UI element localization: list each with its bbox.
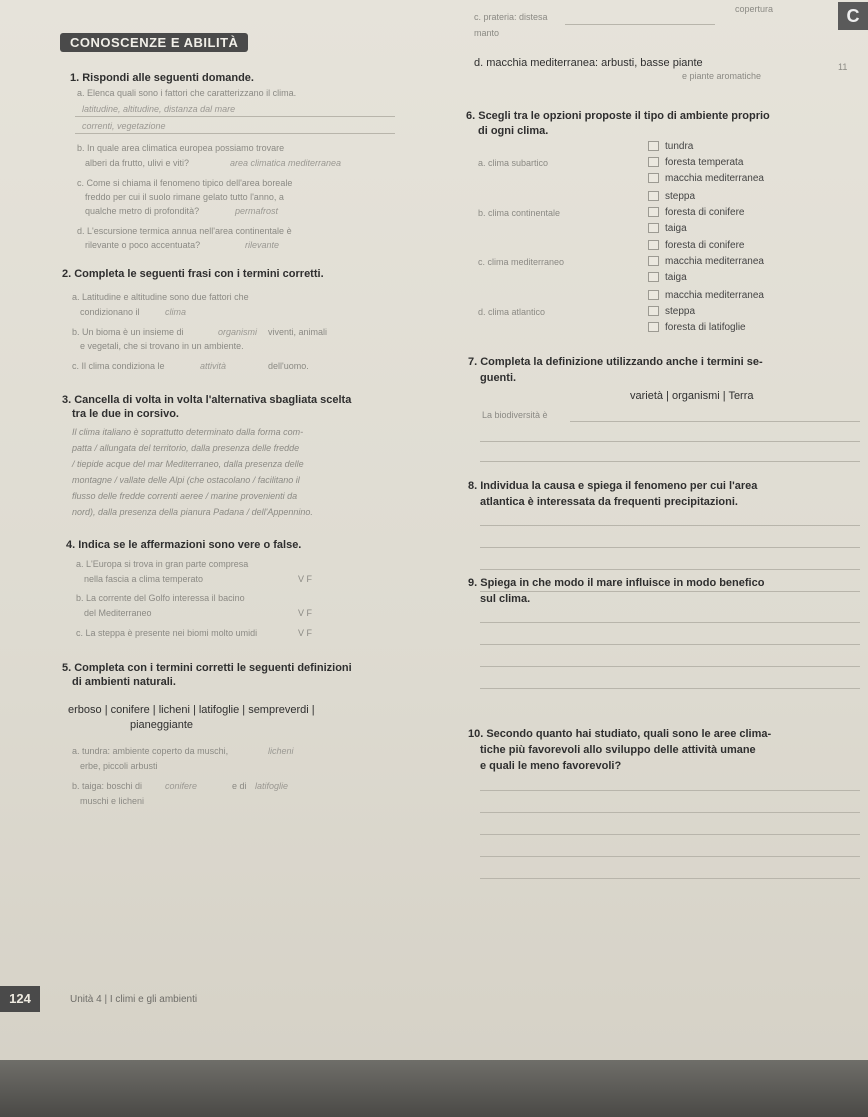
checkbox[interactable] [648, 191, 659, 201]
page-number: 124 [0, 986, 40, 1012]
q6-option[interactable]: taiga [648, 272, 687, 283]
answer-line [480, 547, 860, 548]
q1-b: b. In quale area climatica europea possiamo trovare [77, 143, 285, 153]
q6-option[interactable]: macchia mediterranea [648, 256, 764, 267]
q6-climate-label: d. clima atlantico [478, 307, 546, 317]
q2-a: a. Latitudine e altitudine sono due fattori che [72, 292, 249, 302]
q1-title: 1. Rispondi alle seguenti domande. [70, 72, 254, 84]
checkbox[interactable] [648, 322, 659, 332]
answer-line [480, 834, 860, 835]
answer-line [480, 856, 860, 857]
answer-line [480, 461, 860, 462]
answer-line [480, 591, 860, 592]
q2-title: 2. Completa le seguenti frasi con i termini corretti. [62, 268, 324, 280]
answer-line [480, 441, 860, 442]
q5-a: a. tundra: ambiente coperto da muschi, [72, 746, 229, 756]
checkbox[interactable] [648, 290, 659, 300]
q1-d: d. L'escursione termica annua nell'area continentale è [77, 226, 292, 236]
q7-start: La biodiversità è [482, 410, 548, 420]
q2-b-answer: organismi [218, 327, 258, 337]
q6-option[interactable]: steppa [648, 191, 695, 202]
answer-line [480, 525, 860, 526]
q6-climate-label: a. clima subartico [478, 158, 549, 168]
q6-option[interactable]: foresta di conifere [648, 240, 745, 251]
q1-b2: alberi da frutto, ulivi e viti? [85, 158, 190, 168]
q5-b-mid: e di [232, 781, 247, 791]
q5-a-answer: licheni [268, 746, 294, 756]
q3-title2: tra le due in corsivo. [72, 408, 179, 420]
q5-b2: muschi e licheni [80, 796, 145, 806]
q1-a: a. Elenca quali sono i fattori che caratterizzano il clima. [77, 88, 297, 98]
q3-title: 3. Cancella di volta in volta l'alternativa sbagliata scelta [62, 394, 352, 406]
q2-c2: dell'uomo. [268, 361, 309, 371]
q4-b2: del Mediterraneo [84, 608, 152, 618]
q2-a2: condizionano il [80, 307, 140, 317]
q6-option[interactable]: macchia mediterranea [648, 290, 764, 301]
q6-option[interactable]: foresta di latifoglie [648, 322, 746, 333]
checkbox[interactable] [648, 223, 659, 233]
q4-c-vf[interactable]: V F [298, 628, 313, 638]
q4-a-vf[interactable]: V F [298, 574, 313, 584]
q1-c2: freddo per cui il suolo rimane gelato tutto l'anno, a [85, 192, 284, 202]
q5-words2: pianeggiante [130, 719, 194, 731]
q5-a2: erbe, piccoli arbusti [80, 761, 158, 771]
right-c-end: manto [474, 28, 500, 38]
q6-option[interactable]: steppa [648, 306, 695, 317]
right-c: c. prateria: distesa [474, 12, 548, 22]
q7-title2: guenti. [480, 372, 517, 384]
background-surface [0, 1060, 868, 1117]
q2-c: c. Il clima condiziona le [72, 361, 165, 371]
q1-d2: rilevante o poco accentuata? [85, 240, 201, 250]
q1-c: c. Come si chiama il fenomeno tipico dell'area boreale [77, 178, 293, 188]
q4-b: b. La corrente del Golfo interessa il bacino [76, 593, 245, 603]
q6-option[interactable]: foresta di conifere [648, 207, 745, 218]
q9-title: 9. Spiega in che modo il mare influisce in modo benefico [468, 577, 765, 589]
q5-b-answer2: latifoglie [255, 781, 289, 791]
answer-line [565, 24, 715, 25]
checkbox[interactable] [648, 173, 659, 183]
right-d: d. macchia mediterranea: arbusti, basse piante [474, 57, 703, 69]
right-d2: e piante aromatiche [682, 71, 762, 81]
q2-c-answer: attività [200, 361, 227, 371]
checkbox[interactable] [648, 306, 659, 316]
unit-title: Unità 4 | I climi e gli ambienti [70, 994, 198, 1005]
q8-title2: atlantica è interessata da frequenti precipitazioni. [480, 496, 738, 508]
q10-title2: tiche più favorevoli allo sviluppo delle attività umane [480, 744, 756, 756]
top-right-note: copertura [735, 4, 774, 14]
q3-line: patta / allungata del territorio, dalla presenza delle fredde [72, 443, 300, 453]
q1-a-answer: latitudine, altitudine, distanza dal mare [82, 104, 236, 114]
answer-line [480, 666, 860, 667]
answer-line [480, 878, 860, 879]
q5-b-answer: conifere [165, 781, 198, 791]
q6-option[interactable]: tundra [648, 141, 693, 152]
q8-title: 8. Individua la causa e spiega il fenomeno per cui l'area [468, 480, 758, 492]
q4-a2: nella fascia a clima temperato [84, 574, 204, 584]
q4-title: 4. Indica se le affermazioni sono vere o false. [66, 539, 302, 551]
corner-letter: C [838, 2, 868, 30]
answer-line [480, 812, 860, 813]
q6-title2: di ogni clima. [478, 125, 549, 137]
q5-words: erboso | conifere | licheni | latifoglie | sempreverdi | [68, 704, 315, 716]
q2-b: b. Un bioma è un insieme di [72, 327, 184, 337]
q1-c-answer: permafrost [235, 206, 279, 216]
q1-a-answer2: correnti, vegetazione [82, 121, 166, 131]
q2-b3: e vegetali, che si trovano in un ambiente. [80, 341, 244, 351]
answer-line [75, 116, 395, 117]
page-mark: 11 [838, 62, 848, 72]
q6-option[interactable]: foresta temperata [648, 157, 743, 168]
q5-title2: di ambienti naturali. [72, 676, 176, 688]
q6-option[interactable]: taiga [648, 223, 687, 234]
q5-b: b. taiga: boschi di [72, 781, 143, 791]
q7-title: 7. Completa la definizione utilizzando anche i termini se- [468, 356, 763, 368]
q7-words: varietà | organismi | Terra [630, 390, 754, 402]
answer-line [480, 622, 860, 623]
checkbox[interactable] [648, 207, 659, 217]
q6-title: 6. Scegli tra le opzioni proposte il tipo di ambiente proprio [466, 110, 770, 122]
q4-a: a. L'Europa si trova in gran parte compresa [76, 559, 249, 569]
answer-line [570, 421, 860, 422]
q3-line: nord), dalla presenza della pianura Padana / dell'Appennino. [72, 507, 313, 517]
checkbox[interactable] [648, 256, 659, 266]
q3-line: flusso delle fredde correnti aeree / marine provenienti da [72, 491, 298, 501]
q1-b-answer: area climatica mediterranea [230, 158, 342, 168]
checkbox[interactable] [648, 157, 659, 167]
q6-option[interactable]: macchia mediterranea [648, 173, 764, 184]
q3-line: Il clima italiano è soprattutto determinato dalla forma com- [72, 427, 304, 437]
q4-c: c. La steppa è presente nei biomi molto umidi [76, 628, 258, 638]
section-title: CONOSCENZE E ABILITÀ [60, 33, 248, 52]
q2-b2: viventi, animali [268, 327, 328, 337]
checkbox[interactable] [648, 141, 659, 151]
q6-climate-label: c. clima mediterraneo [478, 257, 565, 267]
checkbox[interactable] [648, 240, 659, 250]
q5-title: 5. Completa con i termini corretti le seguenti definizioni [62, 662, 352, 674]
q9-title2: sul clima. [480, 593, 531, 605]
q4-b-vf[interactable]: V F [298, 608, 313, 618]
q10-title: 10. Secondo quanto hai studiato, quali sono le aree clima- [468, 728, 772, 740]
checkbox[interactable] [648, 272, 659, 282]
answer-line [480, 569, 860, 570]
q2-a-answer: clima [165, 307, 187, 317]
q1-c3: qualche metro di profondità? [85, 206, 200, 216]
q6-climate-label: b. clima continentale [478, 208, 561, 218]
answer-line [75, 133, 395, 134]
q1-d-answer: rilevante [245, 240, 280, 250]
q10-title3: e quali le meno favorevoli? [480, 760, 622, 772]
answer-line [480, 688, 860, 689]
answer-line [480, 790, 860, 791]
q3-line: montagne / vallate delle Alpi (che ostacolano / facilitano il [72, 475, 300, 485]
answer-line [480, 644, 860, 645]
q3-line: / tiepide acque del mar Mediterraneo, dalla presenza delle [72, 459, 304, 469]
